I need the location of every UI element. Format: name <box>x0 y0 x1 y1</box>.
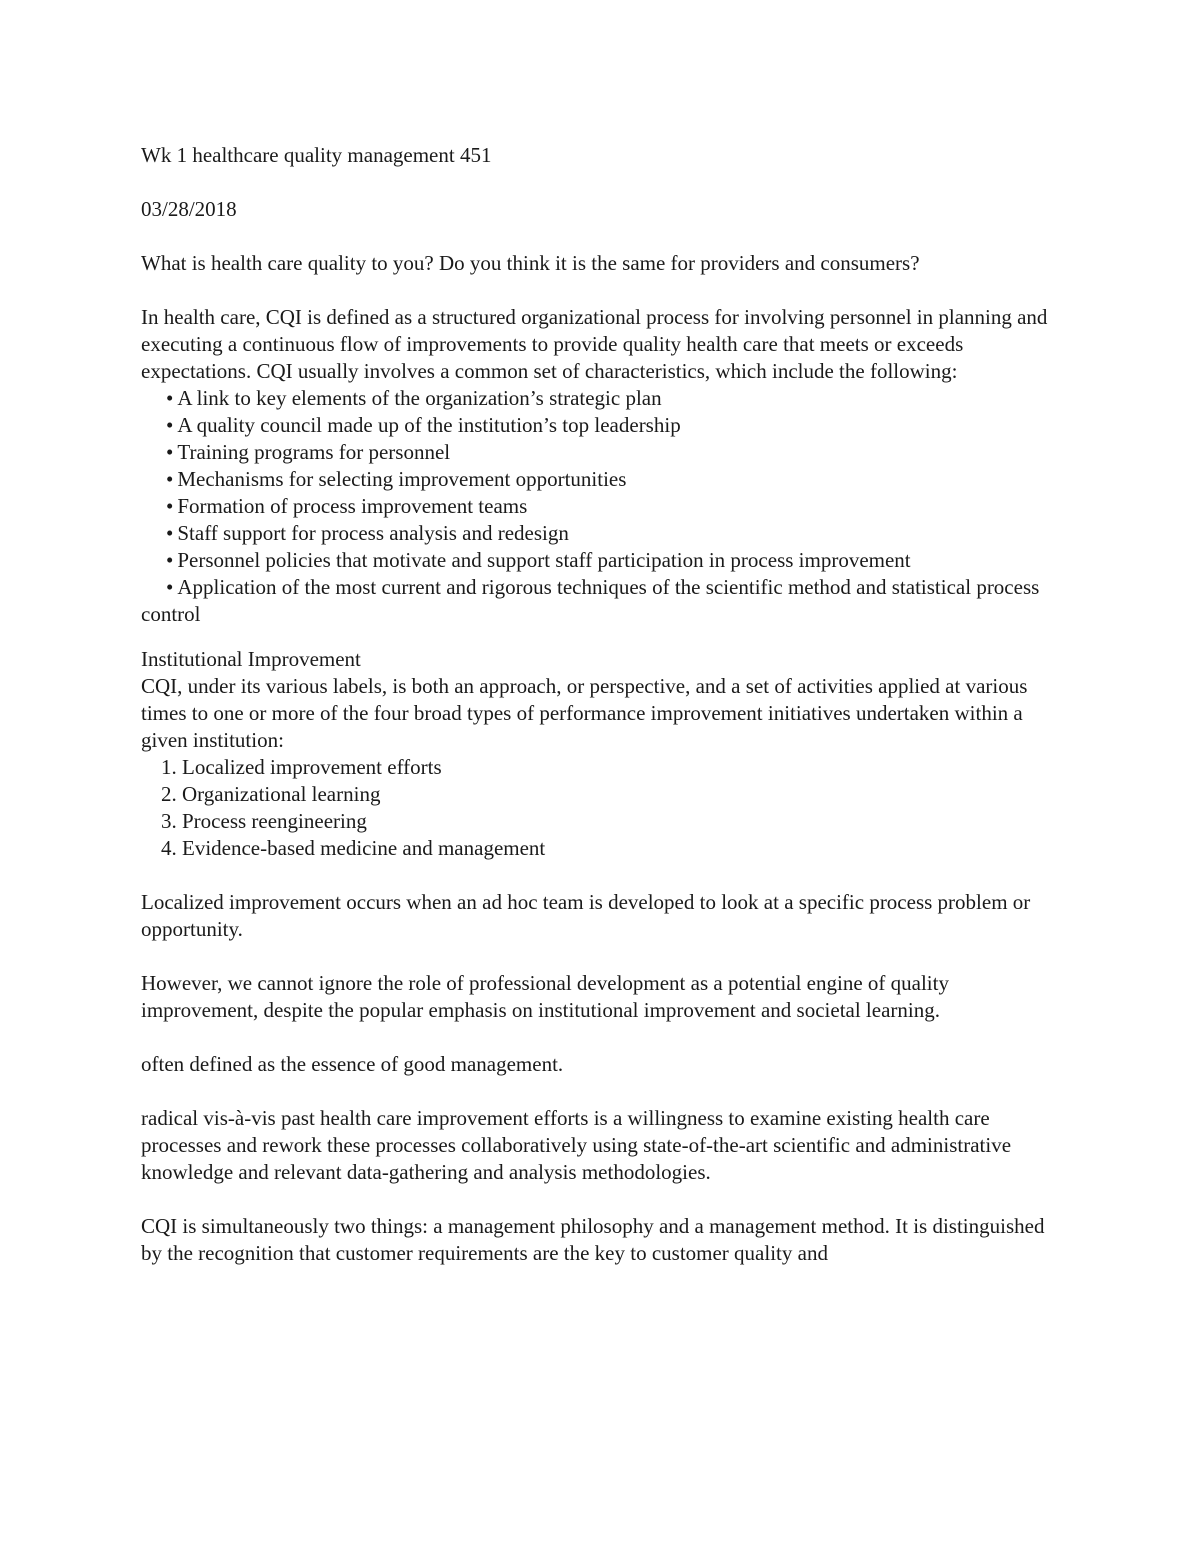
often-paragraph: often defined as the essence of good management. <box>141 1052 564 1076</box>
localized-paragraph: Localized improvement occurs when an ad hoc team is developed to look at a specific process problem or opportunity. <box>141 890 1031 941</box>
intro-paragraph: In health care, CQI is defined as a structured organizational process for involving personnel in planning and executing a continuous flow of improvements to provide quality health care that meets or exceeds expectations. CQI usually involves a common set of characteristics, which include the following: <box>141 305 1048 383</box>
document-title: Wk 1 healthcare quality management 451 <box>141 143 492 167</box>
however-paragraph: However, we cannot ignore the role of professional development as a potential engine of quality improvement, despite the popular emphasis on institutional improvement and societal learning. <box>141 971 949 1022</box>
list-item: • Training programs for personnel <box>166 440 451 464</box>
list-item: 3. Process reengineering <box>161 809 367 833</box>
improvement-types-list <box>141 754 1061 862</box>
cqi-paragraph: CQI is simultaneously two things: a management philosophy and a management method. It is distinguished by the recognition that customer requirements are the key to customer quality and <box>141 1214 1045 1265</box>
list-item: • A quality council made up of the institution’s top leadership <box>166 413 681 437</box>
bullet-icon: • <box>166 467 174 491</box>
bullet-icon: • <box>166 521 174 545</box>
radical-paragraph: radical vis-à-vis past health care improvement efforts is a willingness to examine existing health care processes and rework these processes collaboratively using state-of-the-art scientific and administrative knowledge and relevant data-gathering and analysis methodologies. <box>141 1106 1012 1184</box>
list-item: • A link to key elements of the organization’s strategic plan <box>166 386 662 410</box>
list-item: 1. Localized improvement efforts <box>161 755 442 779</box>
bullet-icon: • <box>166 413 174 437</box>
characteristics-list <box>141 385 1061 628</box>
section-intro-paragraph: CQI, under its various labels, is both an approach, or perspective, and a set of activities applied at various times to one or more of the four broad types of performance improvement initiatives undertaken within a given institution: <box>141 674 1028 752</box>
bullet-icon: • <box>166 575 174 599</box>
document-date: 03/28/2018 <box>141 197 237 221</box>
list-item: • Staff support for process analysis and redesign <box>166 521 569 545</box>
bullet-icon: • <box>166 494 174 518</box>
list-item: • Formation of process improvement teams <box>166 494 528 518</box>
list-item: • Personnel policies that motivate and support staff participation in process improvement <box>166 548 911 572</box>
bullet-icon: • <box>166 548 174 572</box>
list-item: • Application of the most current and rigorous techniques of the scientific method and statistical process control <box>141 575 1040 626</box>
bullet-icon: • <box>166 386 174 410</box>
question-paragraph: What is health care quality to you? Do you think it is the same for providers and consumers? <box>141 251 920 275</box>
list-item: 2. Organizational learning <box>161 782 381 806</box>
list-item: • Mechanisms for selecting improvement opportunities <box>166 467 627 491</box>
bullet-icon: • <box>166 440 174 464</box>
list-item: 4. Evidence-based medicine and management <box>161 836 546 860</box>
section-heading: Institutional Improvement <box>141 647 361 671</box>
document-body <box>141 142 1061 1267</box>
